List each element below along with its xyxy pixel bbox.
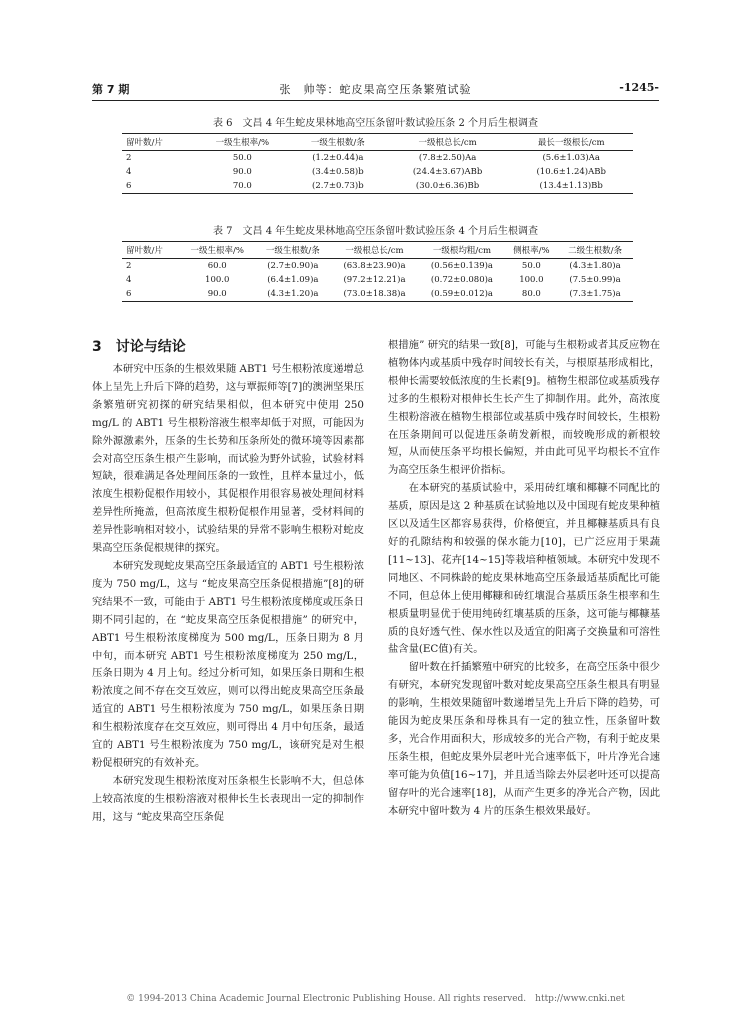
table-cell: 50.0 [232,153,252,163]
column-header: 侧根率/% [506,242,557,259]
column-header: 一级生根数/条 [290,134,386,151]
table-cell: (0.56±0.139)a [430,261,494,271]
table-cell: 2 [126,261,132,271]
table-cell: (3.4±0.58)b [312,167,364,177]
table-cell: 90.0 [180,287,255,302]
table-cell: (63.8±23.90)a [343,261,406,271]
table-cell: 70.0 [195,179,290,194]
table-cell: (1.2±0.44)a [312,153,364,163]
table-cell: (13.4±1.13)Bb [509,179,633,194]
paragraph: 本研究发现生根粉浓度对压条根生长影响不大，但总体上较高浓度的生根粉溶液对根伸长生长表现出一定的抑制作用，这与 “蛇皮果高空压条促 [92,774,364,823]
table-cell: (73.0±18.38)a [331,287,418,302]
table-cell: 6 [122,179,195,194]
page-number: -1245- [619,81,659,94]
issue-number: 第 7 期 [92,83,130,96]
table-cell: (10.6±1.24)ABb [536,167,606,177]
table-cell: 100.0 [519,275,544,285]
table-cell: (5.6±1.03)Aa [542,153,600,163]
paragraph: 根措施” 研究的结果一致[8]，可能与生根粉或者其反应物在植物体内或基质中残存时间较长有关，与根原基形成相比，根伸长需要较低浓度的生长素[9]。植物生根部位或基质残存过多的生根粉对根伸长生长产生了抑制作用。此外，高浓度生根粉溶液在植物生根部位或基质中残存时间较长，生根粉在压条期间可以促进压条萌发新根，而较晚形成的新根较短，从而使压条平均根长偏短，并由此可见平均根长不宜作为高空压条生根评价指标。 [388,339,661,477]
table7-header-row [122,242,633,259]
table-cell: 4 [126,167,132,177]
table-cell: (2.7±0.90)a [267,261,319,271]
table-row [122,273,633,287]
table-cell: (0.59±0.012)a [418,287,505,302]
table-row [122,151,633,166]
table-cell: 60.0 [207,261,227,271]
section-heading: 3 讨论与结论 [92,339,186,355]
table7-caption: 表 7 文昌 4 年生蛇皮果林地高空压条留叶数试验压条 4 个月后生根调查 [213,226,538,237]
right-column [388,337,660,820]
column-header: 一级根总长/cm [331,242,418,259]
table-cell: 50.0 [521,261,541,271]
paragraph: 留叶数在扦插繁殖中研究的比较多，在高空压条中很少有研究，本研究发现留叶数对蛇皮果高空压条生根具有明显的影响，生根效果随留叶数递增呈先上升后下降的趋势，可能因为蛇皮果压条和母株具有一定的独立性，压条留叶数多，光合作用面积大，形成较多的光合产物，有利于蛇皮果压条生根，但蛇皮果外层老叶光合速率低下，叶片净光合速率可能为负值[16~17]，并且适当除去外层老叶还可以提高留存叶的光合速率[18]，从而产生更多的净光合产物，因此本研究中留叶数为 4 片的压条生根效果最好。 [388,661,660,817]
column-header: 留叶数/片 [122,134,195,151]
table-cell: (0.72±0.080)a [430,275,494,285]
running-title: 张 帅等：蛇皮果高空压条繁殖试验 [279,83,472,96]
running-header [92,81,659,99]
copyright-footer: © 1994-2013 China Academic Journal Electronic Publishing House. All rights reserved. http://www.cnki.net [126,994,625,1004]
column-header: 一级根均粗/cm [418,242,505,259]
table-row [122,259,633,274]
column-header: 一级根总长/cm [386,134,510,151]
paragraph: 在本研究的基质试验中，采用砖红壤和椰糠不同配比的基质，原因是这 2 种基质在试验地以及中国现有蛇皮果种植区以及适生区都容易获得，价格便宜，并且椰糠基质具有良好的孔隙结构和较强的保水能力[10]，已广泛应用于果蔬[11~13]、花卉[14~15]等栽培种植领域。本研究中发现不同地区、不同株龄的蛇皮果林地高空压条最适基质配比可能不同，但总体上使用椰糠和砖红壤混合基质压条生根率和生根质量明显优于使用纯砖红壤基质的压条，这可能与椰糠基质的良好透气性、保水性以及适宜的阳离子交换量和可溶性盐含量(EC值)有关。 [388,482,660,656]
table-cell: (4.3±1.20)a [255,287,331,302]
table-cell: (2.7±0.73)b [290,179,386,194]
column-header: 最长一级根长/cm [509,134,633,151]
table-cell: (30.0±6.36)Bb [386,179,510,194]
table-cell: (7.8±2.50)Aa [418,153,477,163]
table-cell: (24.4±3.67)ABb [412,167,483,177]
table-cell: 90.0 [232,167,252,177]
table-cell: 80.0 [506,287,557,302]
column-header: 留叶数/片 [122,242,180,259]
left-column [92,337,364,827]
table-row [122,179,633,194]
table-cell: 4 [126,275,132,285]
table-cell: (6.4±1.09)a [267,275,319,285]
table-cell: (7.5±0.99)a [569,275,621,285]
table-cell: 100.0 [205,275,230,285]
paragraph: 本研究中压条的生根效果随 ABT1 号生根粉浓度递增总体上呈先上升后下降的趋势，这与覃振师等[7]的澳洲坚果压条繁殖研究初探的研究结果相似，但本研究中使用 250 mg/L 的 ABT1 号生根粉溶液生根率却低于对照，可能因为除外源激素外，压条的生长势和压条所处的微环境等因素都会对高空压条生根产生影响，而试验为野外试验，试验材料短缺，很难满足各处理间压条的一致性，且样本量过小，低浓度生根粉促根作用较小，其促根作用很容易被处理间材料差异性所掩盖，但高浓度生根粉促根作用显著，受材料间的差异性影响相对较小，试验结果的异常不影响生根粉对蛇皮果高空压条促根规律的探究。 [92,363,365,555]
table-row [122,287,633,302]
table7 [122,241,633,302]
table-cell: (4.3±1.80)a [569,261,621,271]
paragraph: 本研究发现蛇皮果高空压条最适宜的 ABT1 号生根粉浓度为 750 mg/L，这与 “蛇皮果高空压条促根措施”[8]的研究结果不一致，可能由于 ABT1 号生根粉浓度梯度或压条日期不同引起的，在 “蛇皮果高空压条促根措施” 的研究中，ABT1 号生根粉浓度梯度为 500 mg/L，压条日期为 8 月中旬，而本研究 ABT1 号生根粉浓度梯度为 250 mg/L，压条日期为 4 月上旬。经过分析可知，如果压条日期和生根粉浓度之间不存在交互效应，则可以得出蛇皮果高空压条最适宜的 ABT1 号生根粉浓度为 750 mg/L，如果压条日期和生根粉浓度存在交互效应，则可得出 4 月中旬压条，最适宜的 ABT1 号生根粉浓度为 750 mg/L，该研究是对生根粉促根研究的有效补充。 [92,559,364,769]
column-header: 一级生根率/% [180,242,255,259]
table6-header-row [122,134,633,151]
table-cell: (97.2±12.21)a [343,275,406,285]
column-header: 二级生根数/条 [557,242,633,259]
column-header: 一级生根数/条 [255,242,331,259]
table-cell: 6 [122,287,180,302]
table-cell: 2 [126,153,132,163]
table-row [122,165,633,179]
table6 [122,133,633,194]
header-rule [92,100,659,101]
column-header: 一级生根率/% [195,134,290,151]
table6-caption: 表 6 文昌 4 年生蛇皮果林地高空压条留叶数试验压条 2 个月后生根调查 [213,118,538,129]
table-cell: (7.3±1.75)a [557,287,633,302]
